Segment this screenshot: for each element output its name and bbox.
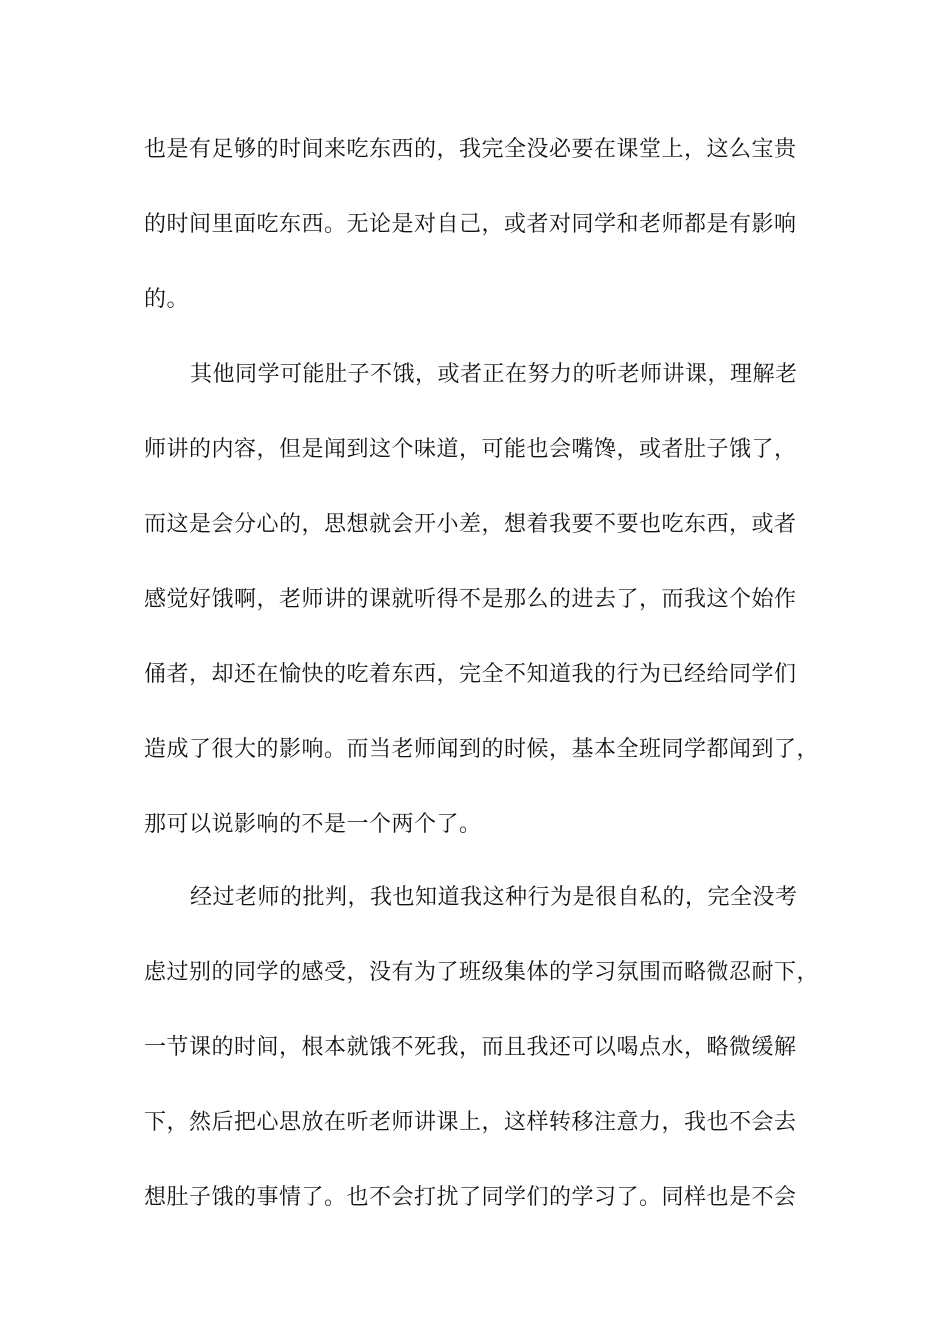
text-line: 那可以说影响的不是一个两个了。 bbox=[144, 812, 482, 837]
text-line: 师讲的内容，但是闻到这个味道，可能也会嘴馋，或者肚子饿了， bbox=[144, 437, 797, 462]
text-line: 的。 bbox=[144, 287, 190, 312]
text-line: 一节课的时间，根本就饿不死我，而且我还可以喝点水，略微缓解 bbox=[144, 1035, 797, 1060]
text-line: 俑者，却还在愉快的吃着东西，完全不知道我的行为已经给同学们 bbox=[144, 662, 797, 687]
text-line: 下，然后把心思放在听老师讲课上，这样转移注意力，我也不会去 bbox=[144, 1110, 797, 1135]
text-line: 感觉好饿啊，老师讲的课就听得不是那么的进去了，而我这个始作 bbox=[144, 587, 797, 612]
text-line: 虑过别的同学的感受，没有为了班级集体的学习氛围而略微忍耐下， bbox=[144, 960, 820, 985]
text-line: 的时间里面吃东西。无论是对自己，或者对同学和老师都是有影响 bbox=[144, 212, 797, 237]
text-line: 想肚子饿的事情了。也不会打扰了同学们的学习了。同样也是不会 bbox=[144, 1185, 797, 1210]
paragraph-first-line: 其他同学可能肚子不饿，或者正在努力的听老师讲课，理解老 bbox=[190, 362, 798, 387]
text-line: 而这是会分心的，思想就会开小差，想着我要不要也吃东西，或者 bbox=[144, 512, 797, 537]
text-line: 造成了很大的影响。而当老师闻到的时候，基本全班同学都闻到了， bbox=[144, 737, 820, 762]
paragraph-first-line: 经过老师的批判，我也知道我这种行为是很自私的，完全没考 bbox=[190, 885, 798, 910]
text-line: 也是有足够的时间来吃东西的，我完全没必要在课堂上，这么宝贵 bbox=[144, 137, 797, 162]
